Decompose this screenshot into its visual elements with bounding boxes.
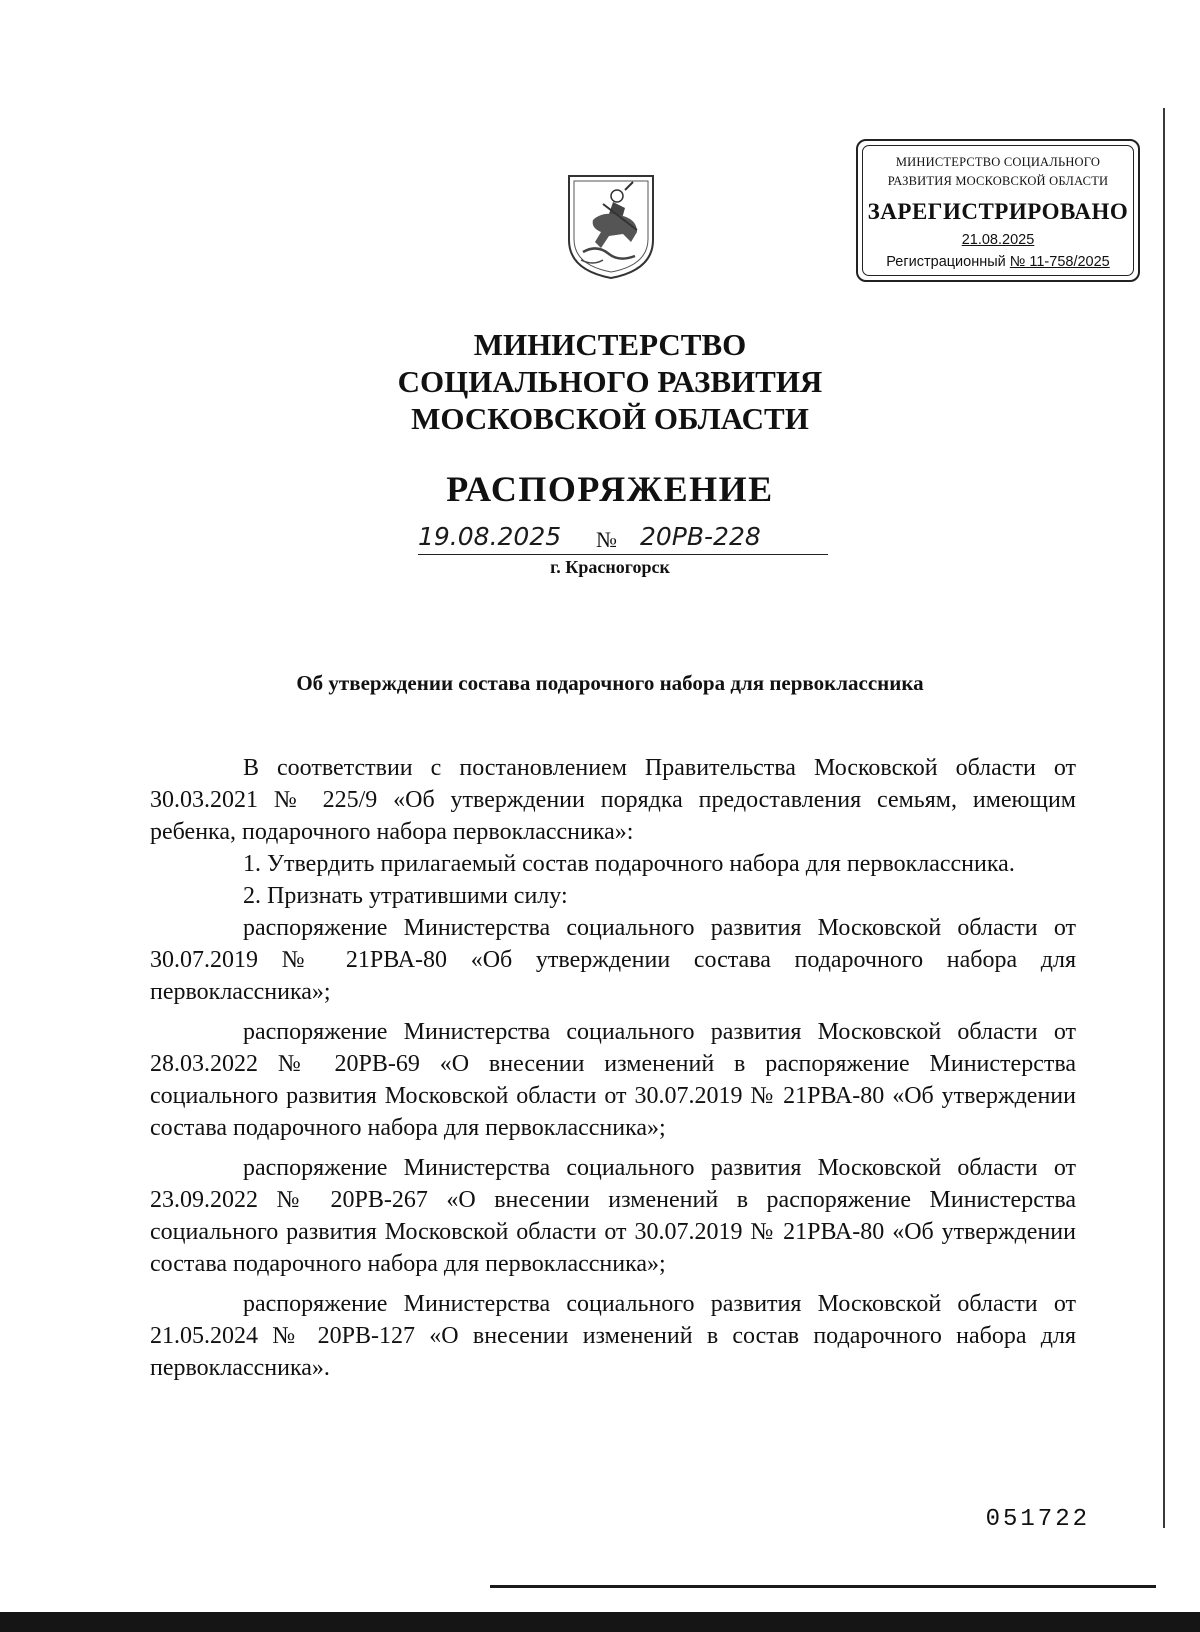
document-type: РАСПОРЯЖЕНИЕ	[446, 469, 774, 509]
handwritten-date: 19.08.2025	[418, 522, 562, 551]
stamp-status: ЗАРЕГИСТРИРОВАНО	[867, 199, 1129, 224]
repeal-4: распоряжение Министерства социального развития Московской области от 21.05.2024 № 20РВ-127 «О внесении изменений в состав подарочного набора для первоклассника».	[150, 1291, 1076, 1381]
stamp-date: 21.08.2025	[961, 232, 1035, 248]
item-2: 2. Признать утратившими силу:	[243, 883, 568, 909]
scan-edge-right	[1163, 108, 1165, 1528]
ministry-title-line-1: МИНИСТЕРСТВО	[473, 327, 747, 362]
document-code: 051722	[985, 1506, 1090, 1533]
registration-stamp	[856, 139, 1140, 282]
document-body	[150, 752, 1076, 1384]
date-number-line	[418, 520, 828, 555]
stamp-ministry-line-2: РАЗВИТИЯ МОСКОВСКОЙ ОБЛАСТИ	[887, 174, 1109, 188]
scan-edge-bottom	[0, 1612, 1200, 1632]
repeal-2: распоряжение Министерства социального развития Московской области от 28.03.2022 № 20РВ-69 «О внесении изменений в распоряжение Министерства социального развития Московской области от 30.07.2019 № 21РВА-80 «Об утверждении состава подарочного набора для первоклассника»;	[150, 1019, 1076, 1141]
scan-rule	[490, 1585, 1156, 1588]
repeal-3: распоряжение Министерства социального развития Московской области от 23.09.2022 № 20РВ-267 «О внесении изменений в распоряжение Министерства социального развития Московской области от 30.07.2019 № 21РВА-80 «Об утверждении состава подарочного набора для первоклассника»;	[150, 1155, 1076, 1277]
document-subject: Об утверждении состава подарочного набора для первоклассника	[296, 671, 924, 695]
ministry-title-line-3: МОСКОВСКОЙ ОБЛАСТИ	[411, 401, 809, 436]
stamp-reg-label: Регистрационный	[886, 254, 1006, 270]
ministry-title	[300, 326, 920, 437]
stamp-reg-number: № 11-758/2025	[1009, 254, 1110, 270]
handwritten-number: 20РВ-228	[640, 522, 761, 551]
stamp-registration	[858, 254, 1138, 270]
ministry-title-line-2: СОЦИАЛЬНОГО РАЗВИТИЯ	[397, 364, 823, 399]
stamp-ministry	[858, 153, 1138, 191]
repeal-1: распоряжение Министерства социального развития Московской области от 30.07.2019 № 21РВА-80 «Об утверждении состава подарочного набора для первоклассника»;	[150, 915, 1076, 1005]
preamble: В соответствии с постановлением Правительства Московской области от 30.03.2021 № 225/9 «Об утверждении порядка предоставления семьям, имеющим ребенка, подарочного набора первоклассника»:	[150, 755, 1076, 845]
item-1: 1. Утвердить прилагаемый состав подарочного набора для первоклассника.	[243, 851, 1015, 877]
city: г. Красногорск	[550, 557, 670, 577]
number-label: №	[596, 527, 617, 552]
coat-of-arms-icon	[563, 170, 659, 282]
stamp-ministry-line-1: МИНИСТЕРСТВО СОЦИАЛЬНОГО	[895, 155, 1101, 169]
